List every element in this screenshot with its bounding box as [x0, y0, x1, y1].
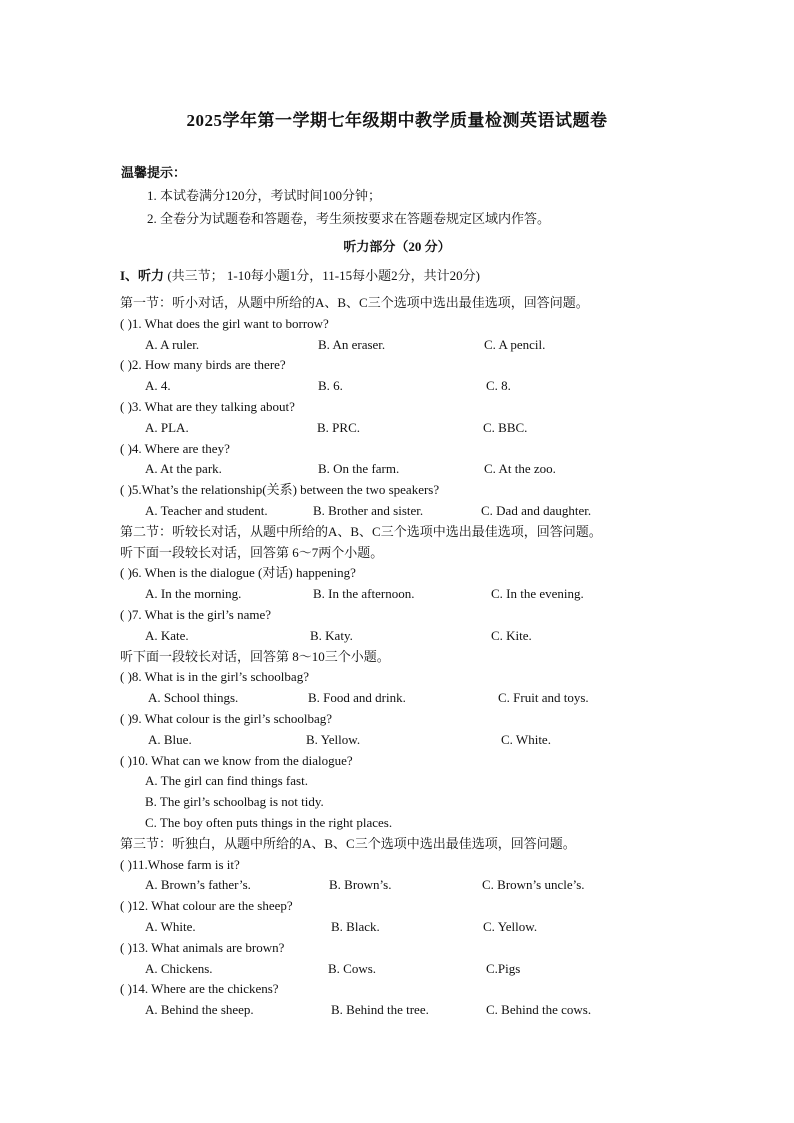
q2-option-a: A. 4.	[145, 378, 171, 393]
answer-blank[interactable]: ( )	[120, 711, 132, 726]
answer-blank[interactable]: ( )	[120, 357, 132, 372]
part1-heading-label: I、听力	[120, 268, 165, 283]
section2-sub1: 听下面一段较长对话，回答第 6～7两个小题。	[120, 545, 384, 560]
q13-option-a: A. Chickens.	[145, 961, 213, 976]
q1-option-c: C. A pencil.	[484, 337, 546, 352]
q6-option-c: C. In the evening.	[491, 586, 584, 601]
q14-option-b: B. Behind the tree.	[331, 1002, 429, 1017]
q5-option-b: B. Brother and sister.	[313, 503, 424, 518]
q11-option-a: A. Brown’s father’s.	[145, 877, 251, 892]
q8-option-b: B. Food and drink.	[308, 690, 406, 705]
answer-blank[interactable]: ( )	[120, 399, 132, 414]
question-12	[120, 898, 293, 914]
question-stem: 6. When is the dialogue (对话) happening?	[131, 565, 356, 580]
question-5	[120, 482, 439, 498]
q2-option-b: B. 6.	[318, 378, 343, 393]
answer-blank[interactable]: ( )	[120, 981, 132, 996]
q1-option-a: A. A ruler.	[145, 337, 200, 352]
q3-option-a: A. PLA.	[145, 420, 189, 435]
q14-option-c: C. Behind the cows.	[486, 1002, 592, 1017]
answer-blank[interactable]: ( )	[120, 753, 132, 768]
question-6	[120, 565, 356, 581]
part1-heading	[120, 268, 480, 284]
q7-option-b: B. Katy.	[310, 628, 353, 643]
q6-option-a: A. In the morning.	[145, 586, 242, 601]
question-3	[120, 399, 295, 415]
q9-option-c: C. White.	[501, 732, 551, 747]
tip-item-2: 2. 全卷分为试题卷和答题卷，考生须按要求在答题卷规定区域内作答。	[147, 211, 551, 226]
answer-blank[interactable]: ( )	[120, 482, 132, 497]
question-stem: 11.Whose farm is it?	[131, 857, 240, 872]
q6-option-b: B. In the afternoon.	[313, 586, 415, 601]
question-10	[120, 753, 353, 769]
question-14	[120, 981, 279, 997]
exam-title: 2025学年第一学期七年级期中教学质量检测英语试题卷	[186, 111, 608, 130]
q1-option-b: B. An eraser.	[318, 337, 386, 352]
q13-option-b: B. Cows.	[328, 961, 377, 976]
q14-option-a: A. Behind the sheep.	[145, 1002, 254, 1017]
q11-option-c: C. Brown’s uncle’s.	[482, 877, 585, 892]
question-stem: 3. What are they talking about?	[131, 399, 295, 414]
question-4	[120, 441, 230, 457]
question-stem: 4. Where are they?	[131, 441, 230, 456]
q4-option-a: A. At the park.	[145, 461, 222, 476]
q7-option-c: C. Kite.	[491, 628, 532, 643]
section2-intro: 第二节：听较长对话，从题中所给的A、B、C三个选项中选出最佳选项，回答问题。	[120, 524, 602, 539]
q3-option-c: C. BBC.	[483, 420, 528, 435]
answer-blank[interactable]: ( )	[120, 669, 132, 684]
answer-blank[interactable]: ( )	[120, 316, 132, 331]
section-title-listening: 听力部分（20 分）	[343, 239, 451, 254]
question-stem: 10. What can we know from the dialogue?	[131, 753, 353, 768]
q10-option-a: A. The girl can find things fast.	[145, 773, 308, 788]
answer-blank[interactable]: ( )	[120, 441, 132, 456]
question-stem: 12. What colour are the sheep?	[131, 898, 293, 913]
section2-sub2: 听下面一段较长对话，回答第 8～10三个小题。	[120, 649, 390, 664]
q8-option-a: A. School things.	[148, 690, 239, 705]
question-stem: 7. What is the girl’s name?	[131, 607, 272, 622]
question-7	[120, 607, 271, 623]
question-2	[120, 357, 286, 373]
question-8	[120, 669, 309, 685]
question-stem: 8. What is in the girl’s schoolbag?	[131, 669, 309, 684]
question-stem: 5.What’s the relationship(关系) between the two speakers?	[131, 482, 440, 497]
q9-option-a: A. Blue.	[148, 732, 192, 747]
q3-option-b: B. PRC.	[317, 420, 360, 435]
q5-option-a: A. Teacher and student.	[145, 503, 268, 518]
question-9	[120, 711, 332, 727]
answer-blank[interactable]: ( )	[120, 607, 132, 622]
question-stem: 13. What animals are brown?	[131, 940, 285, 955]
question-1	[120, 316, 329, 332]
q2-option-c: C. 8.	[486, 378, 511, 393]
question-stem: 14. Where are the chickens?	[131, 981, 279, 996]
q12-option-b: B. Black.	[331, 919, 380, 934]
question-stem: 9. What colour is the girl’s schoolbag?	[131, 711, 333, 726]
q13-option-c: C.Pigs	[486, 961, 521, 976]
tip-item-1: 1. 本试卷满分120分，考试时间100分钟；	[147, 188, 382, 203]
q9-option-b: B. Yellow.	[306, 732, 361, 747]
q11-option-b: B. Brown’s.	[329, 877, 392, 892]
q8-option-c: C. Fruit and toys.	[498, 690, 589, 705]
q5-option-c: C. Dad and daughter.	[481, 503, 592, 518]
part1-heading-detail: (共三节； 1-10每小题1分，11-15每小题2分，共计20分)	[167, 268, 480, 283]
section3-intro: 第三节：听独白，从题中所给的A、B、C三个选项中选出最佳选项，回答问题。	[120, 836, 576, 851]
section1-intro: 第一节：听小对话，从题中所给的A、B、C三个选项中选出最佳选项，回答问题。	[120, 295, 589, 310]
question-13	[120, 940, 284, 956]
q7-option-a: A. Kate.	[145, 628, 189, 643]
question-stem: 1. What does the girl want to borrow?	[131, 316, 329, 331]
answer-blank[interactable]: ( )	[120, 898, 132, 913]
question-11	[120, 857, 240, 873]
q4-option-b: B. On the farm.	[318, 461, 400, 476]
q12-option-c: C. Yellow.	[483, 919, 538, 934]
q10-option-c: C. The boy often puts things in the right places.	[145, 815, 393, 830]
question-stem: 2. How many birds are there?	[131, 357, 286, 372]
tips-label: 温馨提示：	[121, 165, 187, 180]
q10-option-b: B. The girl’s schoolbag is not tidy.	[145, 794, 324, 809]
q12-option-a: A. White.	[145, 919, 196, 934]
answer-blank[interactable]: ( )	[120, 857, 132, 872]
answer-blank[interactable]: ( )	[120, 565, 132, 580]
q4-option-c: C. At the zoo.	[484, 461, 556, 476]
answer-blank[interactable]: ( )	[120, 940, 132, 955]
